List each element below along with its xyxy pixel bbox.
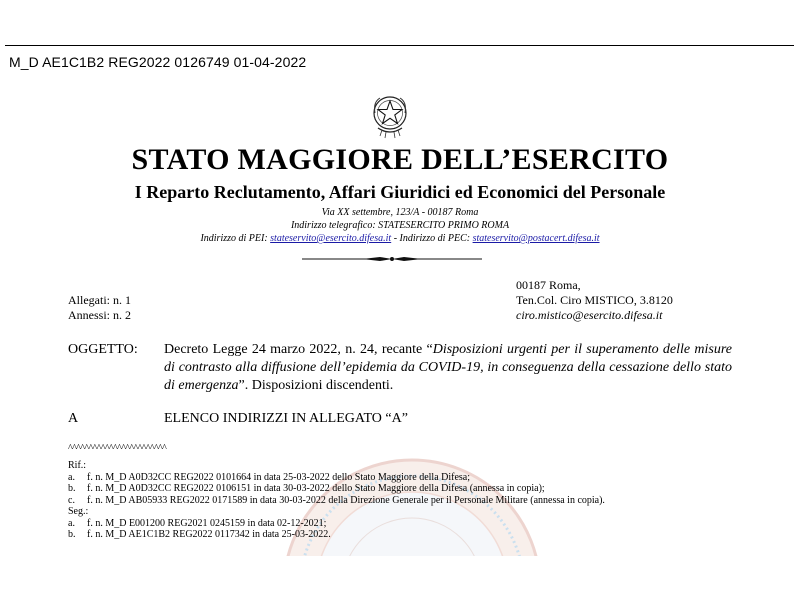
attachments-block bbox=[68, 293, 131, 323]
ornament-divider bbox=[302, 254, 482, 264]
annessi-count: Annessi: n. 2 bbox=[68, 308, 131, 322]
republic-emblem-icon bbox=[370, 92, 410, 142]
seg-label: Seg.: bbox=[68, 506, 89, 517]
pec-label: - Indirizzo di PEC: bbox=[391, 233, 471, 244]
references-block bbox=[68, 460, 605, 541]
separator-line: ^^^^^^^^^^^^^^^^^^^^^^^^ bbox=[68, 443, 167, 454]
sender-block bbox=[516, 278, 673, 323]
sender-email: ciro.mistico@esercito.difesa.it bbox=[516, 308, 663, 322]
list-item: b. f. n. M_D A0D32CC REG2022 0106151 in data 30-03-2022 dello Stato Maggiore della Difesa (annessa in copia); bbox=[68, 483, 545, 494]
sender-city: 00187 Roma, bbox=[516, 278, 581, 292]
subject-text bbox=[164, 341, 732, 395]
telegraph-address: Indirizzo telegrafico: STATESERCITO PRIMO ROMA bbox=[290, 220, 510, 231]
page-title: STATO MAGGIORE DELL’ESERCITO bbox=[131, 143, 669, 176]
subject-text-start: Decreto Legge 24 marzo 2022, n. 24, recante “ bbox=[164, 342, 433, 357]
subject-text-end: ”. Disposizioni discendenti. bbox=[238, 378, 394, 393]
email-addresses bbox=[0, 233, 800, 244]
pec-email-link[interactable]: stateservito@postacert.difesa.it bbox=[472, 233, 600, 244]
header-rule bbox=[5, 45, 794, 46]
rif-label: Rif.: bbox=[68, 460, 87, 471]
recipient-label: A bbox=[68, 411, 79, 426]
subject-label: OGGETTO: bbox=[68, 342, 138, 357]
postal-address: Via XX settembre, 123/A - 00187 Roma bbox=[321, 207, 479, 218]
pei-email-link[interactable]: stateservito@esercito.difesa.it bbox=[270, 233, 392, 244]
subject-text-italic: Disposizioni urgenti per il superamento delle misure di contrasto alla diffusione dell’epidemia da COVID-19, in conseguenza della cessazione dello stato di emergenza bbox=[164, 342, 732, 393]
list-item: a. f. n. M_D A0D32CC REG2022 0101664 in data 25-03-2022 dello Stato Maggiore della Difesa; bbox=[68, 471, 471, 483]
list-item: c. f. n. M_D AB05933 REG2022 0171589 in data 30-03-2022 della Direzione Generale per il Personale Militare (annessa in copia). bbox=[68, 494, 605, 506]
allegati-count: Allegati: n. 1 bbox=[68, 293, 131, 307]
pei-label: Indirizzo di PEI: bbox=[200, 233, 268, 244]
list-item: a. f. n. M_D E001200 REG2021 0245159 in data 02-12-2021; bbox=[68, 517, 327, 529]
page-subtitle: I Reparto Reclutamento, Affari Giuridici ed Economici del Personale bbox=[134, 182, 666, 202]
list-item: b. f. n. M_D AE1C1B2 REG2022 0117342 in data 25-03-2022. bbox=[68, 529, 331, 540]
recipient-text: ELENCO INDIRIZZI IN ALLEGATO “A” bbox=[164, 411, 408, 426]
sender-name: Ten.Col. Ciro MISTICO, 3.8120 bbox=[516, 293, 673, 307]
protocol-number: M_D AE1C1B2 REG2022 0126749 01-04-2022 bbox=[9, 54, 307, 70]
